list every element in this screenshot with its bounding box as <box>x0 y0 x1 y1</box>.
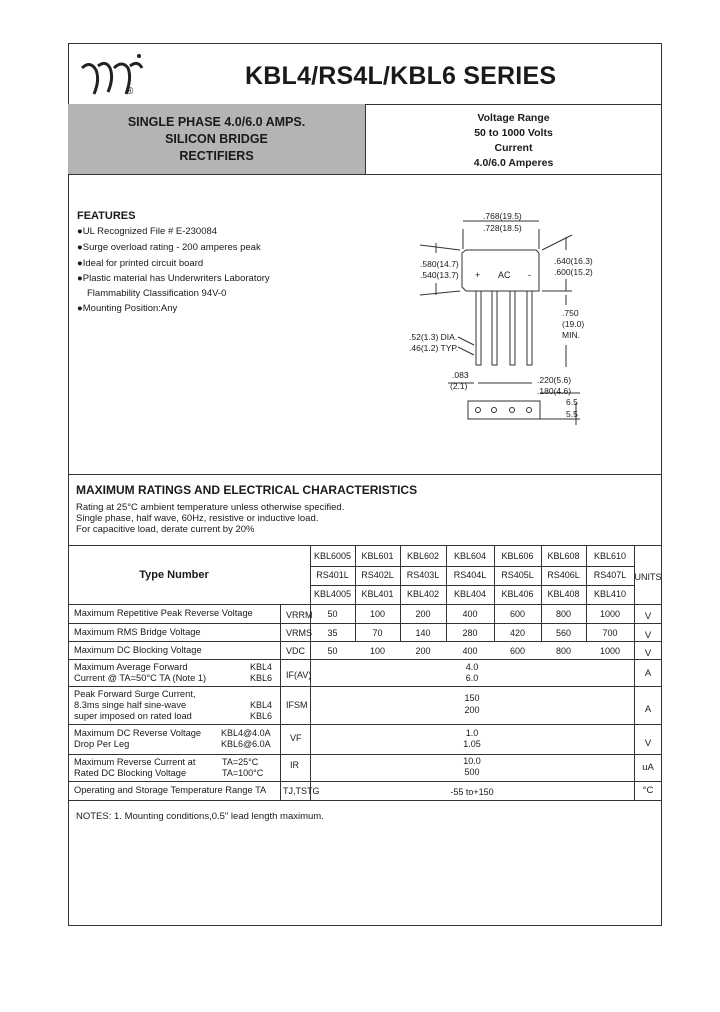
row-label-vrrm: Maximum Repetitive Peak Reverse Voltage <box>74 608 253 618</box>
pin-minus-label: - <box>528 270 531 280</box>
value-cell: 50 <box>327 646 338 656</box>
desc-line: SINGLE PHASE 4.0/6.0 AMPS. <box>127 115 306 129</box>
row-sub-label: KBL6@6.0A <box>221 739 271 749</box>
rating-note: Single phase, half wave, 60Hz, resistive or inductive load. <box>76 513 319 524</box>
row-sub-label: TA=25°C <box>222 757 259 767</box>
row-label-ir: Maximum Reverse Current at <box>74 757 196 767</box>
value-cell: 600 <box>509 646 526 656</box>
dim-lead-dia: .52(1.3) DIA. <box>409 332 458 342</box>
pin-ac-label: AC <box>498 270 511 280</box>
features-heading: FEATURES <box>77 210 136 222</box>
value-cell: 280 <box>462 628 478 638</box>
feature-item: ●Surge overload rating - 200 amperes peak <box>77 242 261 253</box>
model-rs4l: RS403L <box>406 570 440 580</box>
row-label-ifsm: super imposed on rated load <box>74 711 192 721</box>
model-kbl4: KBL402 <box>406 589 440 599</box>
pin-plus-label: + <box>475 270 481 280</box>
dim-height-right: .600(15.2) <box>554 267 593 277</box>
model-rs4l: RS402L <box>361 570 394 580</box>
model-kbl6: KBL601 <box>361 551 394 561</box>
spec-line: Voltage Range <box>477 112 550 124</box>
row-label-ifsm: 8.3ms singe half sine-wave <box>74 700 187 710</box>
row-sub-label: KBL6 <box>250 711 273 721</box>
model-rs4l: RS405L <box>501 570 534 580</box>
value-cell: 70 <box>372 628 383 638</box>
row-label-ifav: Maximum Average Forward <box>74 662 188 672</box>
symbol-vf: VF <box>290 733 302 743</box>
model-rs4l: RS401L <box>316 570 349 580</box>
value-cell: 1.05 <box>463 739 481 749</box>
model-kbl6: KBL610 <box>593 551 627 561</box>
rating-note: Rating at 25°C ambient temperature unless otherwise specified. <box>76 502 345 513</box>
value-cell: 200 <box>464 705 480 715</box>
model-kbl6: KBL606 <box>501 551 534 561</box>
value-cell: 140 <box>415 628 431 638</box>
value-cell: 600 <box>509 609 526 619</box>
value-cell: -55 to+150 <box>450 787 494 797</box>
symbol-vrrm: VRRM <box>286 610 313 620</box>
symbol-ifav: IF(AV) <box>286 670 312 680</box>
model-rs4l: RS404L <box>453 570 487 580</box>
units-label: UNITS <box>634 572 662 582</box>
row-label-vdc: Maximum DC Blocking Voltage <box>74 645 202 655</box>
value-cell: 150 <box>464 693 480 703</box>
dim-height-left: .580(14.7) <box>420 259 459 269</box>
model-kbl4: KBL404 <box>453 589 487 599</box>
dim-lead-length: MIN. <box>562 330 580 340</box>
company-logo-icon <box>76 50 148 102</box>
desc-line: RECTIFIERS <box>179 149 254 163</box>
row-label-ir: Rated DC Blocking Voltage <box>74 768 187 778</box>
row-label-temp: Operating and Storage Temperature Range TA <box>74 785 267 795</box>
product-description <box>68 114 365 165</box>
value-cell: 4.0 <box>465 662 479 672</box>
dim-pitch: .083 <box>452 370 469 380</box>
desc-line: SILICON BRIDGE <box>165 132 268 146</box>
value-cell: 560 <box>555 628 572 638</box>
symbol-vrms: VRMS <box>286 628 313 638</box>
unit-cell: V <box>644 648 652 659</box>
dim-lead-dia: .46(1.2) TYP. <box>409 343 459 353</box>
dim-lead-length: (19.0) <box>562 319 585 329</box>
spec-line: 4.0/6.0 Amperes <box>473 157 554 169</box>
dim-pitch: (2.1) <box>450 381 468 391</box>
value-cell: 6.0 <box>465 673 479 683</box>
ratings-heading: MAXIMUM RATINGS AND ELECTRICAL CHARACTERISTICS <box>76 483 418 497</box>
unit-cell: A <box>644 668 652 679</box>
row-sub-label: KBL4 <box>250 662 273 672</box>
feature-item: ●UL Recognized File # E-230084 <box>77 226 218 237</box>
value-cell: 50 <box>327 609 338 619</box>
row-sub-label: KBL6 <box>250 673 273 683</box>
spec-line: 50 to 1000 Volts <box>474 127 553 139</box>
value-cell: 400 <box>462 646 478 656</box>
value-cell: 1000 <box>599 609 621 619</box>
unit-cell: V <box>644 630 652 641</box>
value-cell: 200 <box>415 609 431 619</box>
dim-height-left: .540(13.7) <box>420 270 459 280</box>
dim-spacing: .180(4.6) <box>537 386 572 396</box>
dim-width: .728(18.5) <box>483 223 522 233</box>
row-label-vf: Drop Per Leg <box>74 739 130 749</box>
feature-item: ●Ideal for printed circuit board <box>77 258 204 269</box>
product-specs <box>365 111 662 171</box>
row-label-vf: Maximum DC Reverse Voltage <box>74 728 202 738</box>
value-cell: 100 <box>369 646 386 656</box>
value-cell: 10.0 <box>463 756 481 766</box>
dim-spacing: .220(5.6) <box>537 375 572 385</box>
model-kbl4: KBL408 <box>547 589 580 599</box>
unit-cell: uA <box>642 762 654 773</box>
value-cell: 420 <box>509 628 526 638</box>
model-rs4l: RS406L <box>547 570 580 580</box>
unit-cell: V <box>644 611 652 622</box>
value-cell: 400 <box>462 609 478 619</box>
model-kbl4: KBL401 <box>361 589 394 599</box>
model-kbl6: KBL6005 <box>313 551 352 561</box>
row-label-ifav: Current @ TA=50°C TA (Note 1) <box>74 673 207 683</box>
feature-item: Flammability Classification 94V-0 <box>87 288 227 299</box>
row-sub-label: KBL4 <box>250 700 273 710</box>
symbol-ir: IR <box>290 760 299 770</box>
value-cell: 500 <box>464 767 480 777</box>
row-sub-label: KBL4@4.0A <box>221 728 271 738</box>
model-kbl4: KBL4005 <box>313 589 352 599</box>
symbol-tj: TJ,TSTG <box>283 786 320 796</box>
model-rs4l: RS407L <box>593 570 627 580</box>
dim-thickness: 5.5 <box>566 409 578 419</box>
model-kbl6: KBL608 <box>547 551 580 561</box>
value-cell: 800 <box>555 646 572 656</box>
rating-note: For capacitive load, derate current by 20% <box>76 524 255 535</box>
value-cell: 700 <box>602 628 618 638</box>
type-number-label: Type Number <box>139 569 209 581</box>
dim-width: .768(19.5) <box>483 211 522 221</box>
symbol-vdc: VDC <box>286 646 306 656</box>
unit-cell: V <box>644 738 652 749</box>
model-kbl4: KBL410 <box>593 589 627 599</box>
value-cell: 100 <box>369 609 386 619</box>
spec-line: Current <box>494 142 533 154</box>
value-cell: 35 <box>327 628 338 638</box>
dim-height-right: .640(16.3) <box>554 256 593 266</box>
unit-cell: °C <box>642 785 654 796</box>
row-label-vrms: Maximum RMS Bridge Voltage <box>74 627 201 637</box>
footer-note: NOTES: 1. Mounting conditions,0.5" lead length maximum. <box>76 811 324 822</box>
row-sub-label: TA=100°C <box>222 768 264 778</box>
value-cell: 1000 <box>599 646 621 656</box>
value-cell: 200 <box>415 646 431 656</box>
dim-thickness: 6.5 <box>566 397 578 407</box>
series-title: KBL4/RS4L/KBL6 SERIES <box>245 62 557 90</box>
model-kbl6: KBL604 <box>453 551 487 561</box>
dim-lead-length: .750 <box>562 308 579 318</box>
value-cell: 800 <box>555 609 572 619</box>
feature-item: ●Plastic material has Underwriters Laboratory <box>77 273 270 284</box>
unit-cell: A <box>644 704 652 715</box>
registered-mark: ® <box>126 86 134 97</box>
value-cell: 1.0 <box>465 728 479 738</box>
model-kbl6: KBL602 <box>406 551 440 561</box>
model-kbl4: KBL406 <box>501 589 534 599</box>
symbol-ifsm: IFSM <box>286 700 308 710</box>
feature-item: ●Mounting Position:Any <box>77 303 178 314</box>
row-label-ifsm: Peak Forward Surge Current, <box>74 689 196 699</box>
